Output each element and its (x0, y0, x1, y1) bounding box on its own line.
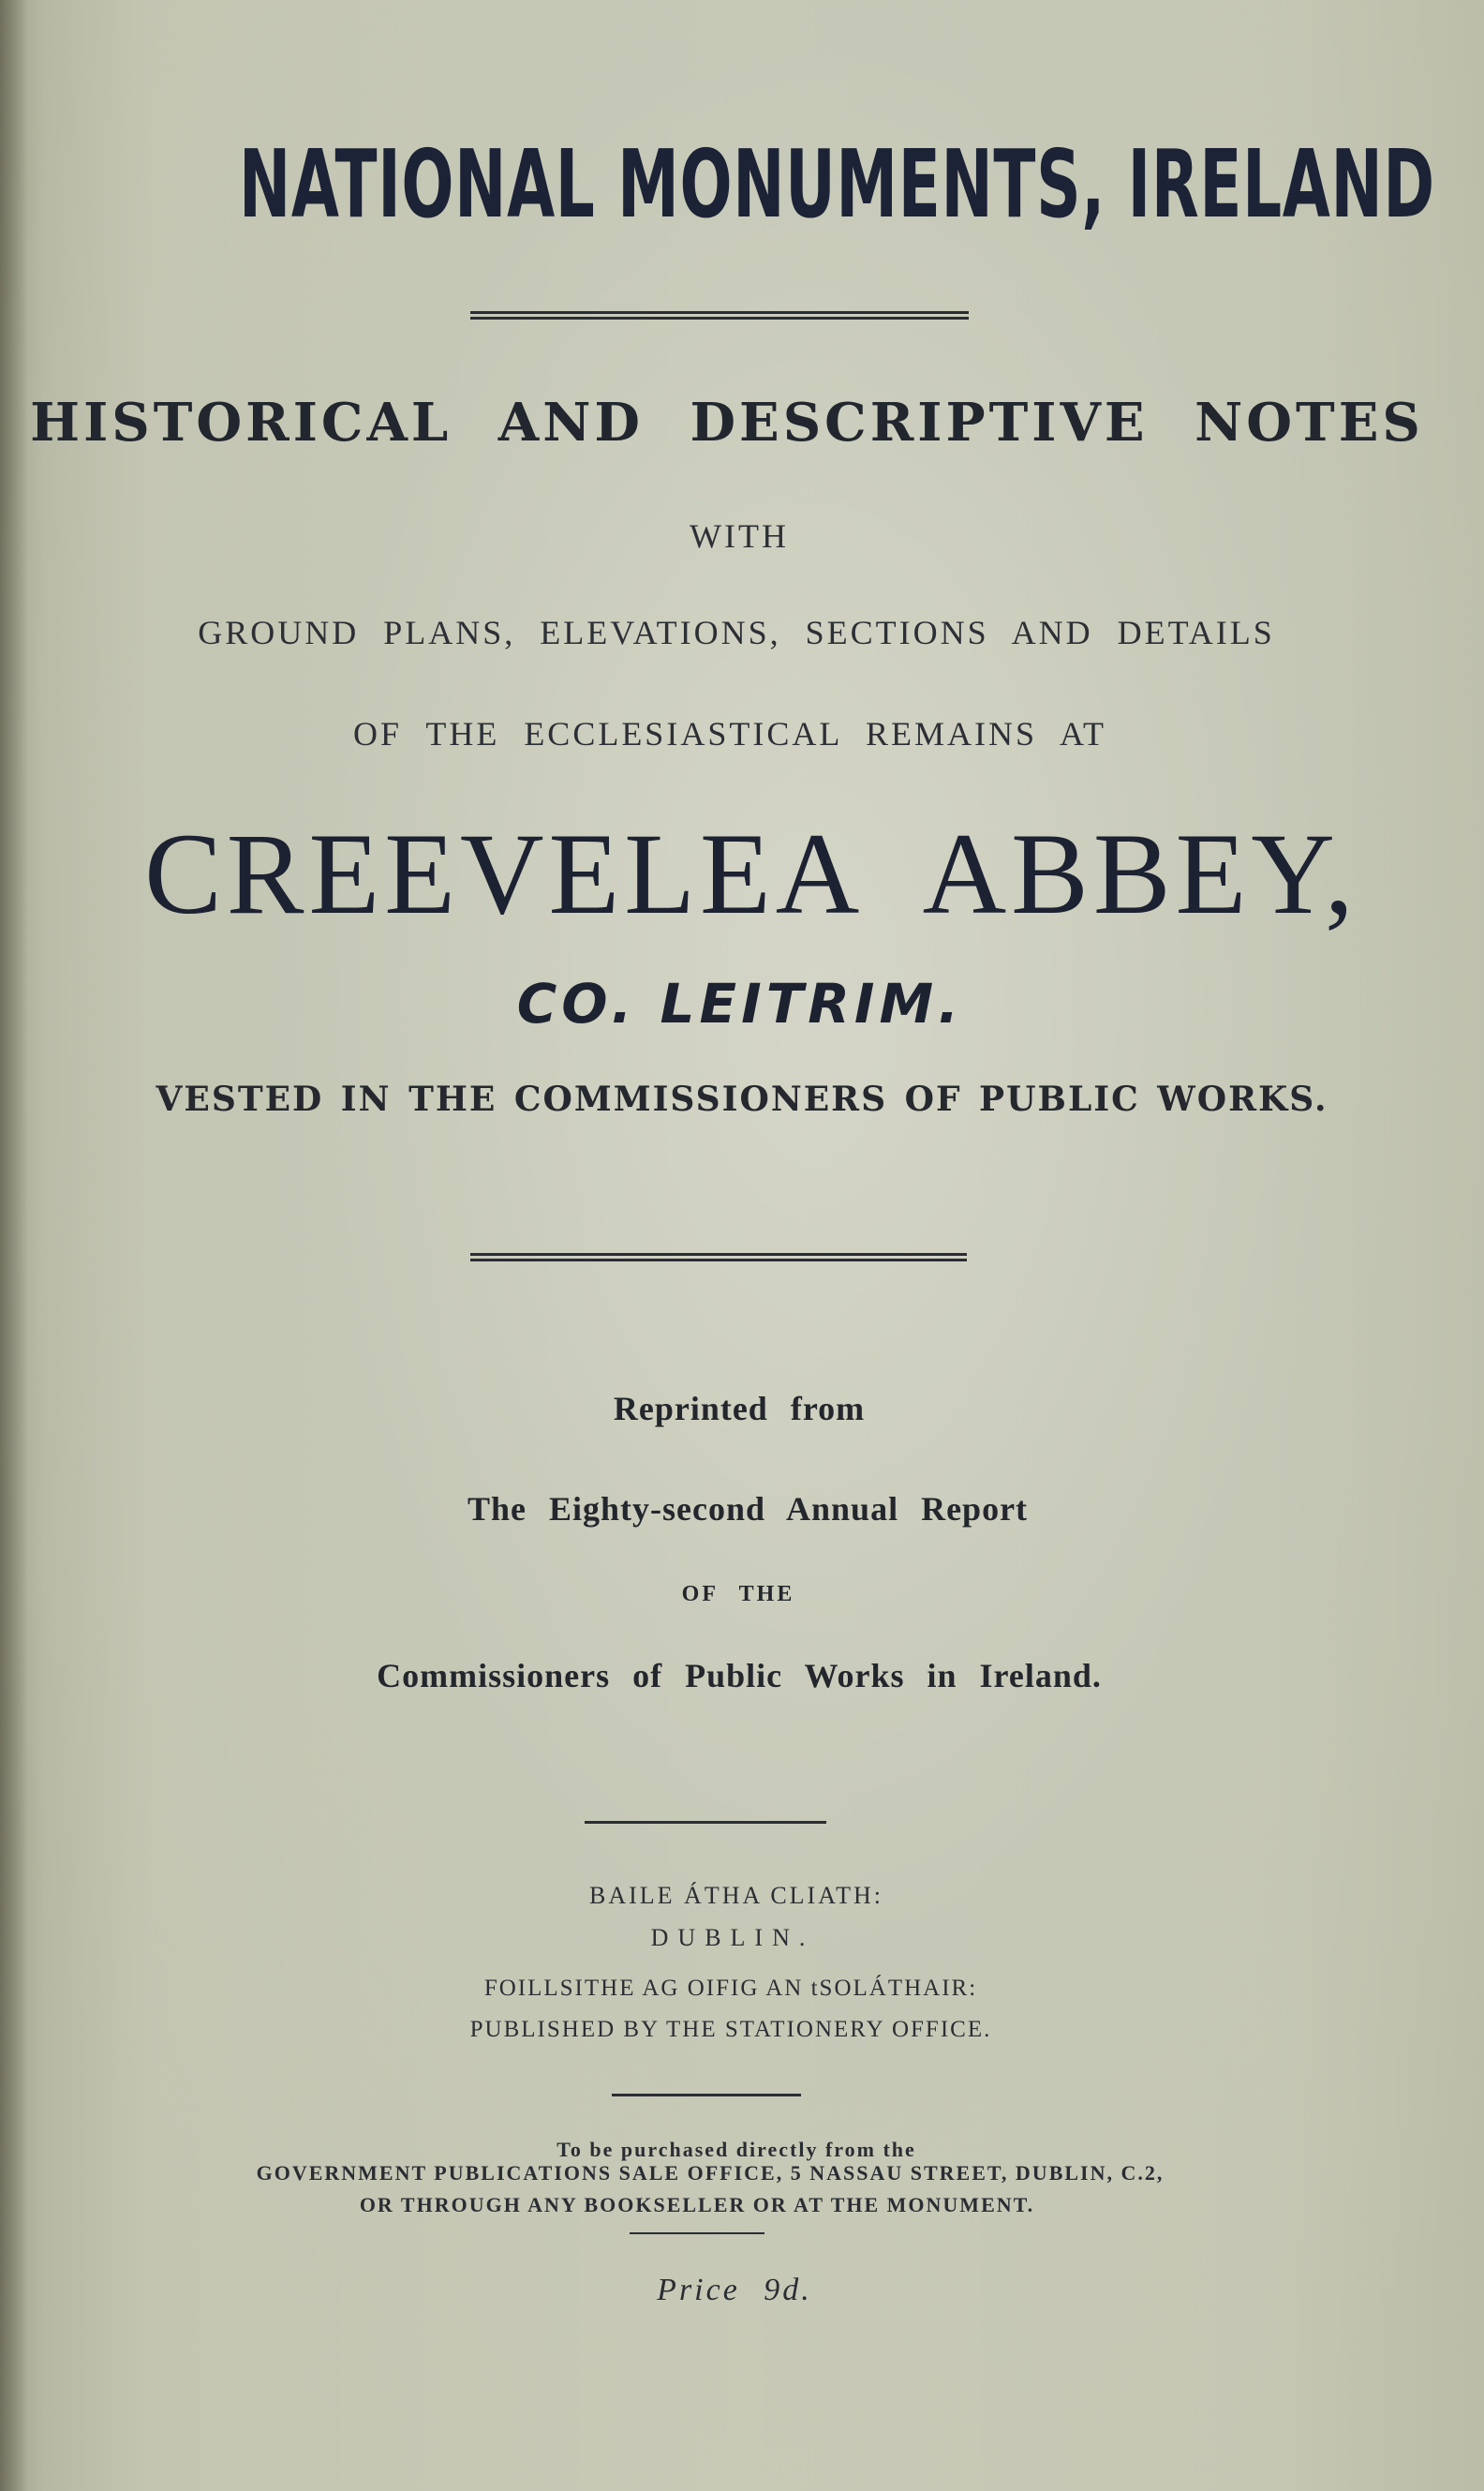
with-label: WITH (690, 517, 789, 555)
ground-plans-line: GROUND PLANS, ELEVATIONS, SECTIONS AND DETAILS (198, 614, 1275, 651)
of-the-label: OF THE (681, 1582, 795, 1606)
page-title: NATIONAL MONUMENTS, IRELAND (238, 129, 1435, 239)
price-rule (630, 2232, 764, 2234)
reprinted-from: Reprinted from (613, 1390, 866, 1427)
purchase-line-1: To be purchased directly from the (556, 2138, 916, 2161)
purchase-line-2: GOVERNMENT PUBLICATIONS SALE OFFICE, 5 NASSAU STREET, DUBLIN, C.2, (256, 2161, 1165, 2185)
commissioners-line: Commissioners of Public Works in Ireland. (377, 1657, 1102, 1694)
county-name (0, 972, 1482, 1036)
county-text: CO. LEITRIM. (516, 972, 964, 1036)
vested-line: VESTED IN THE COMMISSIONERS OF PUBLIC WORKS. (156, 1080, 1328, 1119)
purchase-rule (612, 2094, 801, 2096)
subtitle: HISTORICAL AND DESCRIPTIVE NOTES (30, 392, 1424, 454)
annual-report-title: The Eighty-second Annual Report (467, 1490, 1029, 1528)
abbey-name: CREEVELEA ABBEY, (144, 810, 1358, 938)
top-double-rule (470, 311, 969, 320)
price: Price 9d. (657, 2273, 812, 2307)
middle-double-rule (470, 1253, 967, 1261)
page-spine-shadow (0, 0, 28, 2491)
purchase-line-3: OR THROUGH ANY BOOKSELLER OR AT THE MONUMENT. (359, 2193, 1035, 2216)
remains-line: OF THE ECCLESIASTICAL REMAINS AT (352, 715, 1107, 753)
imprint-dublin: DUBLIN. (650, 1924, 815, 1951)
imprint-rule (585, 1821, 826, 1824)
imprint-published: PUBLISHED BY THE STATIONERY OFFICE. (469, 2017, 992, 2042)
imprint-foillsithe: FOILLSITHE AG OIFIG AN tSOLÁTHAIR: (483, 1976, 978, 2001)
imprint-baile: BAILE ÁTHA CLIATH: (589, 1882, 883, 1909)
